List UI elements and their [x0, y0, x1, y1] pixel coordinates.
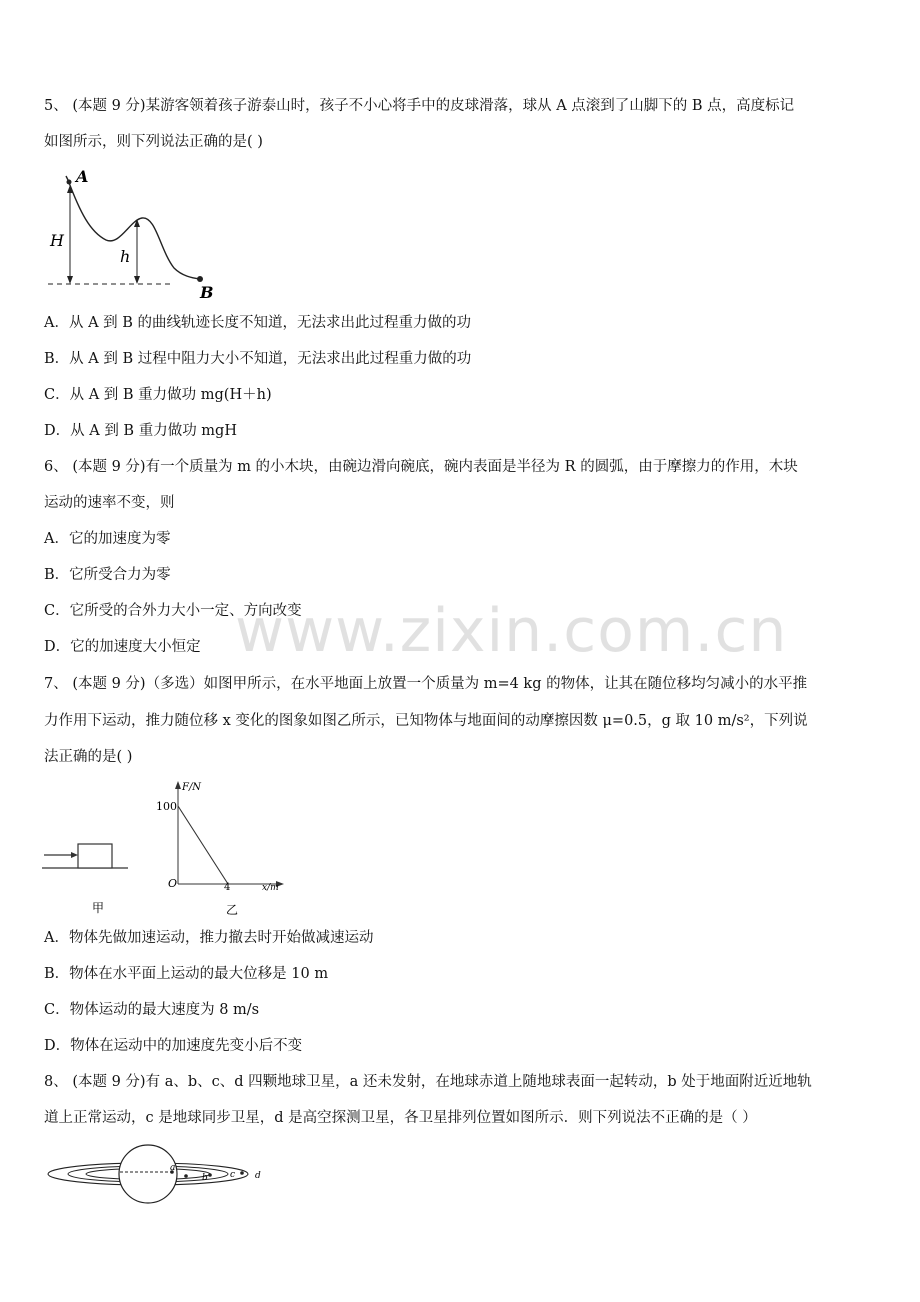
- q8-label-b: b: [202, 1173, 208, 1183]
- q5-label-h-small: h: [120, 247, 131, 266]
- q5-option-c[interactable]: C．从 A 到 B 重力做功 mg(H＋h): [44, 387, 272, 403]
- q6-stem-line2: 运动的速率不变，则: [44, 495, 175, 511]
- q5-label-b: B: [200, 283, 214, 302]
- q6-option-b[interactable]: B．它所受合力为零: [44, 567, 171, 583]
- q7-stem-line1: 7、 (本题 9 分)（多选）如图甲所示，在水平地面上放置一个质量为 m=4 kg 的物体，让其在随位移均匀减小的水平推: [44, 676, 808, 692]
- q5-stem-line2: 如图所示，则下列说法正确的是( ): [44, 134, 263, 150]
- q7-caption-yi: 乙: [226, 903, 239, 916]
- q7-y-tick-100: 100: [156, 800, 177, 813]
- q5-option-a[interactable]: A．从 A 到 B 的曲线轨迹长度不知道，无法求出此过程重力做的功: [44, 315, 472, 331]
- q5-option-b[interactable]: B．从 A 到 B 过程中阻力大小不知道，无法求出此过程重力做的功: [44, 351, 472, 367]
- q6-option-c[interactable]: C．它所受的合外力大小一定、方向改变: [44, 603, 302, 619]
- q7-x-tick-4: 4: [224, 882, 231, 893]
- q8-label-c: c: [230, 1170, 236, 1180]
- q7-option-a[interactable]: A．物体先做加速运动，推力撤去时开始做减速运动: [44, 930, 374, 946]
- q8-stem-line2: 道上正常运动，c 是地球同步卫星，d 是高空探测卫星，各卫星排列位置如图所示．则下列说法不正确的是（ ）: [44, 1110, 757, 1126]
- q7-x-axis-label: x/m: [262, 883, 279, 893]
- q5-label-a: A: [76, 167, 89, 186]
- q5-stem-line1: 5、 (本题 9 分)某游客领着孩子游泰山时，孩子不小心将手中的皮球滑落，球从 A 点滚到了山脚下的 B 点，高度标记: [44, 98, 795, 114]
- q7-block-figure: [40, 836, 140, 916]
- q8-label-a: a: [170, 1163, 176, 1173]
- q7-caption-jia: 甲: [92, 901, 105, 915]
- q7-stem-line3: 法正确的是( ): [44, 749, 133, 765]
- q7-option-c[interactable]: C．物体运动的最大速度为 8 m/s: [44, 1002, 260, 1018]
- q5-option-d[interactable]: D．从 A 到 B 重力做功 mgH: [44, 423, 237, 439]
- q7-stem-line2: 力作用下运动，推力随位移 x 变化的图象如图乙所示，已知物体与地面间的动摩擦因数 μ=0.5，g 取 10 m/s²，下列说: [44, 713, 808, 729]
- q8-label-d: d: [255, 1171, 261, 1181]
- q8-satellite-orbits-figure: [44, 1142, 274, 1208]
- q7-option-d[interactable]: D．物体在运动中的加速度先变小后不变: [44, 1038, 303, 1054]
- watermark-text: www.zixin.com.cn: [235, 596, 788, 666]
- q6-stem-line1: 6、 (本题 9 分)有一个质量为 m 的小木块，由碗边滑向碗底，碗内表面是半径为 R 的圆弧，由于摩擦力的作用，木块: [44, 459, 798, 475]
- q7-origin-label: O: [168, 877, 178, 890]
- q7-force-displacement-graph: [156, 776, 288, 916]
- q5-label-h-big: H: [50, 231, 64, 250]
- q6-option-a[interactable]: A．它的加速度为零: [44, 531, 171, 547]
- q7-option-b[interactable]: B．物体在水平面上运动的最大位移是 10 m: [44, 966, 329, 982]
- q7-y-axis-label: F/N: [182, 782, 202, 793]
- q6-option-d[interactable]: D．它的加速度大小恒定: [44, 639, 201, 655]
- q5-slope-figure: [44, 166, 224, 302]
- q8-stem-line1: 8、 (本题 9 分)有 a、b、c、d 四颗地球卫星，a 还未发射，在地球赤道上随地球表面一起转动，b 处于地面附近近地轨: [44, 1074, 812, 1090]
